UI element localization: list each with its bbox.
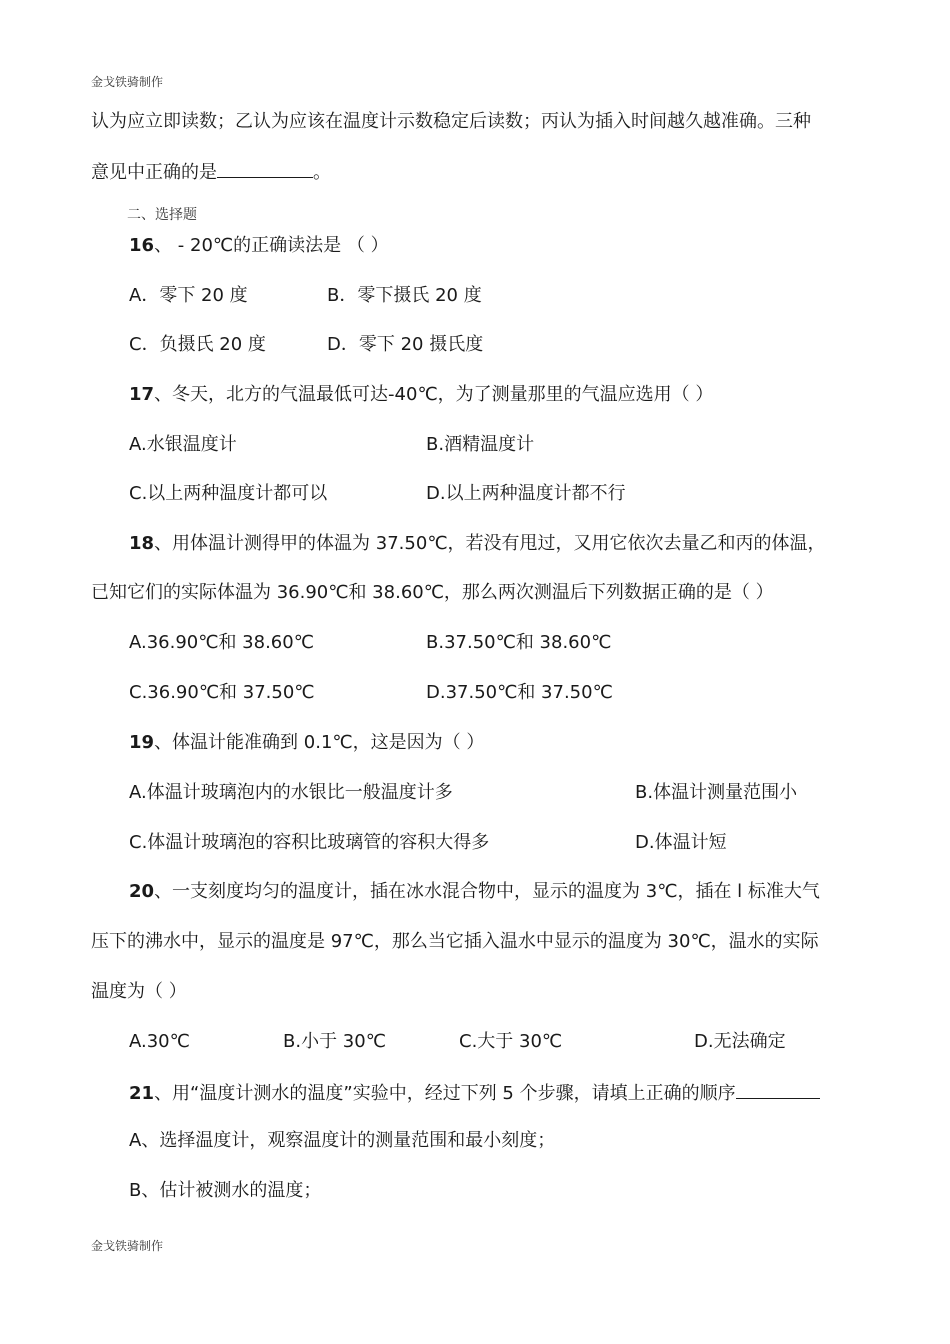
question-18-cont: 已知它们的实际体温为 36.90℃和 38.60℃，那么两次测温后下列数据正确的是（ ） [91,582,774,603]
intro-line-2 [91,159,331,185]
question-16 [129,234,389,258]
question-19 [129,731,484,755]
q17-option-b[interactable]: B.酒精温度计 [426,434,535,455]
question-number: 20 [129,881,155,902]
q18-option-c[interactable]: C.36.90℃和 37.50℃ [129,682,315,703]
question-number: 16 [129,235,155,256]
order-answer-blank[interactable] [736,1080,820,1099]
q16-option-c[interactable]: C．负摄氏 20 度 [129,334,266,355]
q17-option-c[interactable]: C.以上两种温度计都可以 [129,483,328,504]
question-number: 19 [129,732,155,753]
q18-option-b[interactable]: B.37.50℃和 38.60℃ [426,632,612,653]
question-20 [129,880,820,904]
page-header: 金戈铁骑制作 [91,75,164,89]
q18-option-d[interactable]: D.37.50℃和 37.50℃ [426,682,613,703]
question-18 [129,532,826,556]
section-title: 二、选择题 [127,207,197,223]
question-text: 、冬天，北方的气温最低可达-40℃，为了测量那里的气温应选用（ ） [154,384,714,405]
question-20-cont-1: 压下的沸水中，显示的温度是 97℃，那么当它插入温水中显示的温度为 30℃，温水的实际 [91,931,819,952]
intro-line-2-text: 意见中正确的是 [91,162,217,183]
q19-option-d[interactable]: D.体温计短 [635,832,727,853]
answer-blank[interactable] [217,159,313,178]
q21-step-a: A、选择温度计，观察温度计的测量范围和最小刻度； [129,1130,556,1151]
q20-option-d[interactable]: D.无法确定 [694,1031,786,1052]
question-text: 、 - 20℃的正确读法是 （ ） [154,235,389,256]
intro-line-1: 认为应立即读数；乙认为应该在温度计示数稳定后读数；丙认为插入时间越久越准确。三种 [91,111,811,132]
q21-step-b: B、估计被测水的温度； [129,1180,322,1201]
q16-option-d[interactable]: D．零下 20 摄氏度 [327,334,484,355]
question-text: 、用体温计测得甲的体温为 37.50℃，若没有甩过，又用它依次去量乙和丙的体温， [154,533,826,554]
intro-line-2-end: 。 [313,162,331,183]
question-number: 17 [129,384,155,405]
question-text: 、一支刻度均匀的温度计，插在冰水混合物中，显示的温度为 3℃，插在 l 标准大气 [154,881,820,902]
q17-option-d[interactable]: D.以上两种温度计都不行 [426,483,626,504]
q20-option-c[interactable]: C.大于 30℃ [459,1031,563,1052]
question-text: 、用“温度计测水的温度”实验中，经过下列 5 个步骤，请填上正确的顺序 [154,1083,736,1104]
q16-option-b[interactable]: B．零下摄氏 20 度 [327,285,482,306]
q17-option-a[interactable]: A.水银温度计 [129,434,237,455]
question-17 [129,383,713,407]
q19-option-b[interactable]: B.体温计测量范围小 [635,782,798,803]
question-21 [129,1080,820,1106]
page-footer: 金戈铁骑制作 [91,1239,164,1253]
q16-option-a[interactable]: A．零下 20 度 [129,285,248,306]
q19-option-a[interactable]: A.体温计玻璃泡内的水银比一般温度计多 [129,782,453,803]
q18-option-a[interactable]: A.36.90℃和 38.60℃ [129,632,314,653]
q19-option-c[interactable]: C.体温计玻璃泡的容积比玻璃管的容积大得多 [129,832,490,853]
q20-option-b[interactable]: B.小于 30℃ [283,1031,386,1052]
question-text: 、体温计能准确到 0.1℃，这是因为（ ） [154,732,485,753]
question-number: 18 [129,533,155,554]
q20-option-a[interactable]: A.30℃ [129,1031,190,1052]
question-20-cont-2: 温度为（ ） [91,981,187,1002]
question-number: 21 [129,1083,155,1104]
